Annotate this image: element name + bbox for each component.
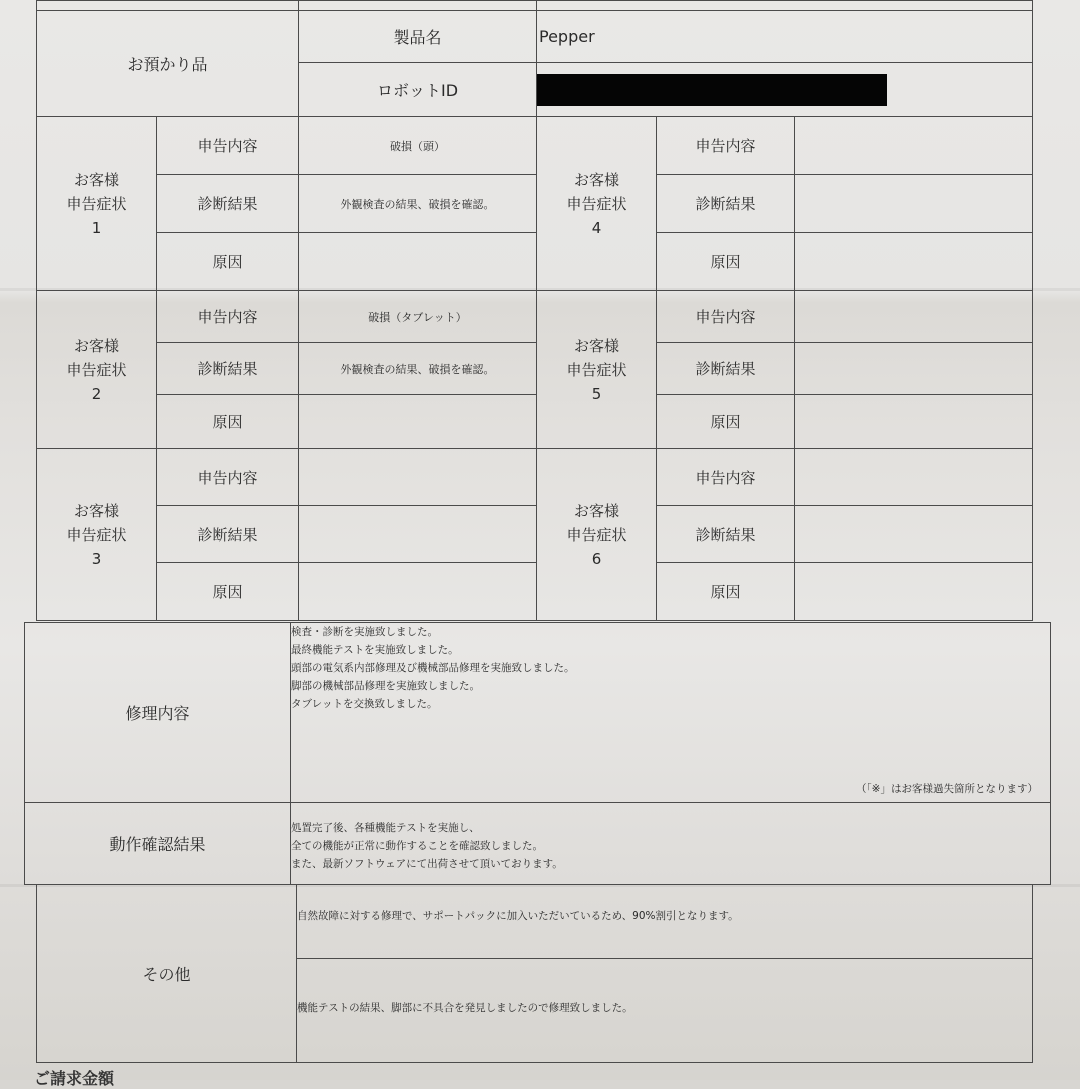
symptom-2-report: 破損（タブレット）	[299, 291, 537, 343]
repair-note: （「※」はお客様過失箇所となります）	[855, 783, 1038, 795]
product-name-value: Pepper	[537, 11, 1033, 63]
symptom-4-report	[795, 117, 1033, 175]
symptom-number: 6	[591, 549, 602, 568]
cause-label: 原因	[657, 563, 795, 621]
symptom-2-header	[37, 291, 157, 449]
operation-line: 全ての機能が正常に動作することを確認致しました。	[291, 840, 543, 852]
symptom-title: 申告症状	[566, 525, 627, 544]
symptom-title: お客様	[573, 501, 619, 520]
symptom-6-report	[795, 449, 1033, 506]
symptom-number: 2	[91, 384, 102, 403]
cause-label: 原因	[657, 395, 795, 449]
symptom-2-diagnosis: 外観検査の結果、破損を確認。	[299, 343, 537, 395]
symptom-6-header	[537, 449, 657, 621]
other-table	[36, 884, 1033, 1063]
diagnosis-label: 診断結果	[657, 175, 795, 233]
repair-line: 最終機能テストを実施致しました。	[291, 644, 459, 656]
diagnosis-label: 診断結果	[157, 175, 299, 233]
cause-label: 原因	[657, 233, 795, 291]
other-line-1: 自然故障に対する修理で、サポートパックに加入いただいているため、90%割引となります。	[297, 885, 1033, 959]
symptom-5-cause	[795, 395, 1033, 449]
symptom-1-cause	[299, 233, 537, 291]
diagnosis-label: 診断結果	[157, 343, 299, 395]
symptom-1-diagnosis: 外観検査の結果、破損を確認。	[299, 175, 537, 233]
symptom-4-diagnosis	[795, 175, 1033, 233]
diagnosis-label: 診断結果	[157, 506, 299, 563]
symptom-number: 4	[591, 218, 602, 237]
symptom-title: お客様	[73, 170, 119, 189]
symptom-3-cause	[299, 563, 537, 621]
report-label: 申告内容	[657, 291, 795, 343]
cause-label: 原因	[157, 563, 299, 621]
repair-line: 頭部の電気系内部修理及び機械部品修理を実施致しました。	[291, 662, 575, 674]
symptom-5-report	[795, 291, 1033, 343]
deposit-label: お預かり品	[37, 11, 299, 117]
symptom-6-diagnosis	[795, 506, 1033, 563]
operation-line: 処置完了後、各種機能テストを実施し、	[291, 822, 480, 834]
symptom-title: 申告症状	[66, 360, 127, 379]
symptom-3-report	[299, 449, 537, 506]
robot-id-label: ロボットID	[299, 63, 537, 117]
cause-label: 原因	[157, 395, 299, 449]
symptom-6-cause	[795, 563, 1033, 621]
report-label: 申告内容	[157, 449, 299, 506]
diagnosis-label: 診断結果	[657, 343, 795, 395]
symptom-title: お客様	[73, 336, 119, 355]
symptom-2-cause	[299, 395, 537, 449]
symptom-4-cause	[795, 233, 1033, 291]
repair-line: タブレットを交換致しました。	[291, 698, 438, 710]
report-label: 申告内容	[657, 449, 795, 506]
symptom-number: 3	[91, 549, 102, 568]
repair-line: 検査・診断を実施致しました。	[291, 626, 438, 638]
symptom-3-header	[37, 449, 157, 621]
report-label: 申告内容	[657, 117, 795, 175]
symptom-3-diagnosis	[299, 506, 537, 563]
redacted-robot-id	[537, 74, 887, 106]
operation-content	[291, 803, 1051, 885]
report-label: 申告内容	[157, 291, 299, 343]
diagnosis-label: 診断結果	[657, 506, 795, 563]
repair-line: 脚部の機械部品修理を実施致しました。	[291, 680, 480, 692]
report-label: 申告内容	[157, 117, 299, 175]
symptom-5-header	[537, 291, 657, 449]
operation-line: また、最新ソフトウェアにて出荷させて頂いております。	[291, 858, 563, 870]
symptom-1-header	[37, 117, 157, 291]
symptom-4-header	[537, 117, 657, 291]
other-line-2: 機能テストの結果、脚部に不具合を発見しましたので修理致しました。	[297, 959, 1033, 1063]
repair-content	[291, 623, 1051, 803]
symptom-title: 申告症状	[566, 194, 627, 213]
cause-label: 原因	[157, 233, 299, 291]
symptom-number: 5	[591, 384, 602, 403]
symptom-5-diagnosis	[795, 343, 1033, 395]
billing-amount-heading: ご請求金額	[34, 1069, 115, 1088]
symptoms-table	[36, 116, 1033, 621]
symptom-number: 1	[91, 218, 102, 237]
operation-label: 動作確認結果	[25, 803, 291, 885]
symptom-title: 申告症状	[66, 525, 127, 544]
repair-label: 修理内容	[25, 623, 291, 803]
symptom-title: 申告症状	[66, 194, 127, 213]
symptom-title: お客様	[73, 501, 119, 520]
repair-table	[24, 622, 1051, 885]
symptom-title: お客様	[573, 170, 619, 189]
symptom-title: お客様	[573, 336, 619, 355]
symptom-1-report: 破損（頭）	[299, 117, 537, 175]
deposit-table	[36, 0, 1033, 117]
symptom-title: 申告症状	[566, 360, 627, 379]
product-name-label: 製品名	[299, 11, 537, 63]
other-label: その他	[37, 885, 297, 1063]
